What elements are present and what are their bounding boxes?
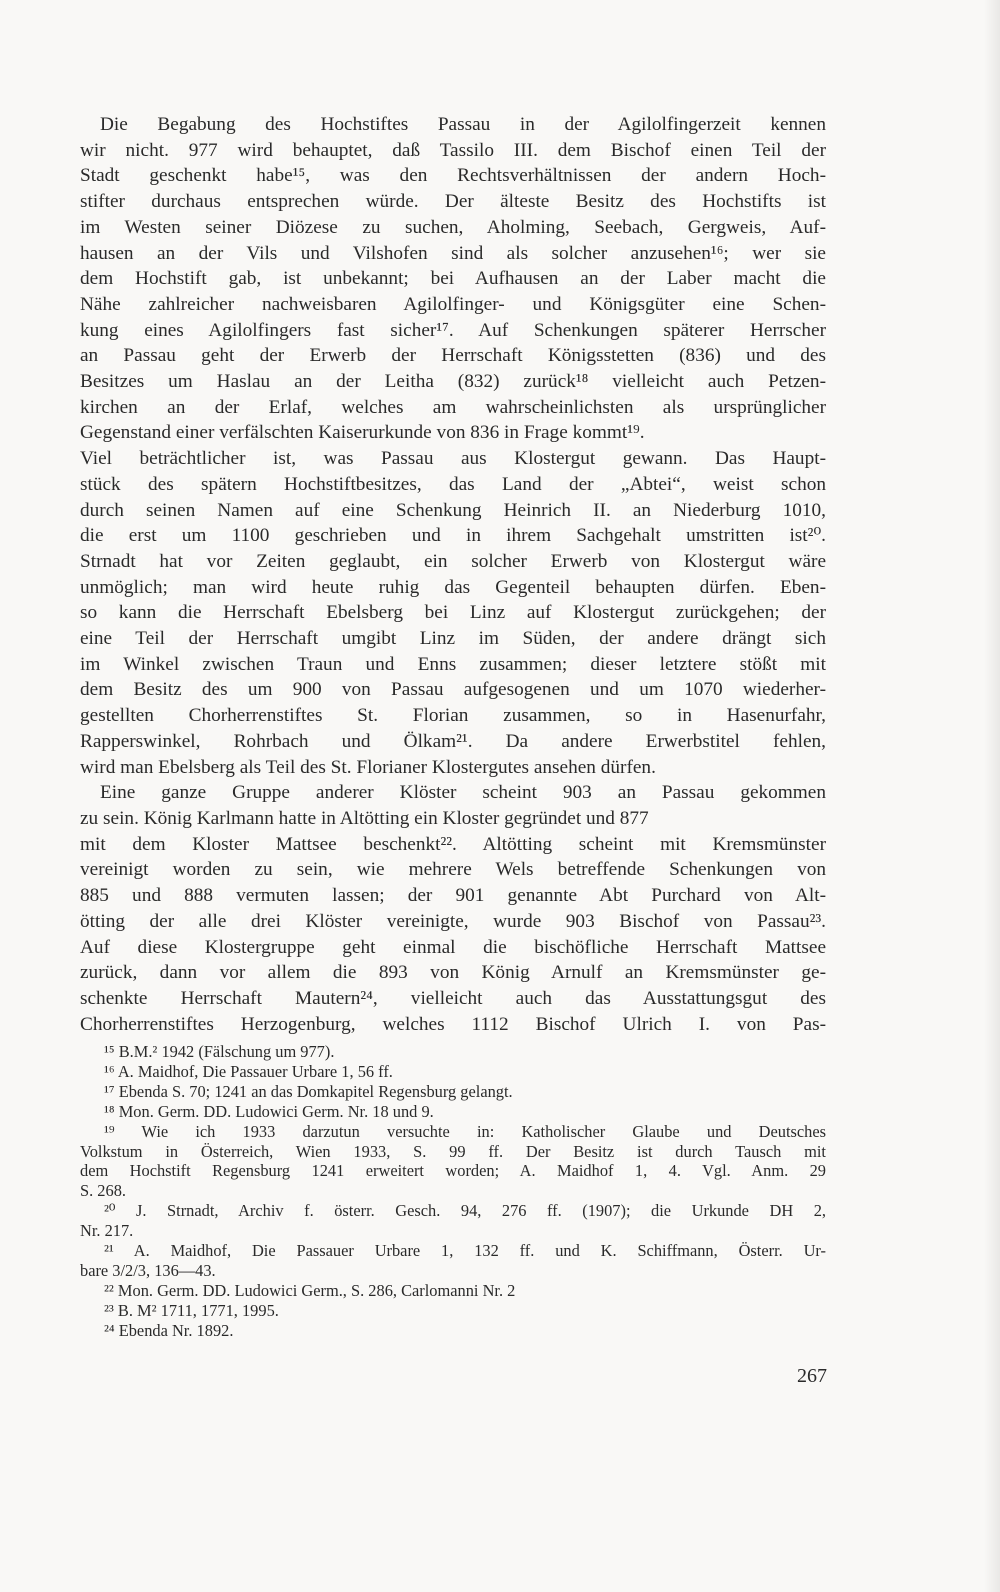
body-line: Besitzes um Haslau an der Leitha (832) zurück¹⁸ vielleicht auch Petzen- (80, 371, 826, 393)
body-line: eine Teil der Herrschaft umgibt Linz im Süden, der andere drängt sich (80, 628, 826, 650)
body-line: schenkte Herrschaft Mautern²⁴, vielleicht auch das Ausstattungsgut des (80, 987, 826, 1009)
body-line: zurück, dann vor allem die 893 von König Arnulf an Kremsmünster ge- (80, 962, 826, 984)
footnote-line: Volkstum in Österreich, Wien 1933, S. 99 ff. Der Besitz ist durch Tausch mit (80, 1141, 826, 1161)
footnote-line: ²⁰ J. Strnadt, Archiv f. österr. Gesch. 94, 276 ff. (1907); die Urkunde DH 2, (104, 1201, 826, 1221)
page-number: 267 (797, 1365, 827, 1387)
page-edge-shadow (984, 0, 1000, 1592)
body-line: im Westen seiner Diözese zu suchen, Aholming, Seebach, Gergweis, Auf- (80, 216, 826, 238)
footnote-line: ²² Mon. Germ. DD. Ludowici Germ., S. 286, Carlomanni Nr. 2 (104, 1280, 516, 1300)
footnote-line: ¹⁷ Ebenda S. 70; 1241 an das Domkapitel Regensburg gelangt. (104, 1081, 513, 1101)
body-line: stück des spätern Hochstiftbesitzes, das Land der „Abtei“, weist schon (80, 473, 826, 495)
body-line: die erst um 1100 geschrieben und in ihrem Sachgehalt umstritten ist²⁰. (80, 525, 826, 547)
footnote-line: ²¹ A. Maidhof, Die Passauer Urbare 1, 132 ff. und K. Schiffmann, Österr. Ur- (104, 1241, 826, 1261)
body-line: dem Hochstift gab, ist unbekannt; bei Aufhausen an der Laber macht die (80, 268, 826, 290)
footnote-line: dem Hochstift Regensburg 1241 erweitert worden; A. Maidhof 1, 4. Vgl. Anm. 29 (80, 1161, 826, 1181)
body-line: im Winkel zwischen Traun und Enns zusammen; dieser letztere stößt mit (80, 653, 826, 675)
body-line: gestellten Chorherrenstiftes St. Florian zusammen, so in Hasenurfahr, (80, 705, 826, 727)
body-line: Viel beträchtlicher ist, was Passau aus Klostergut gewann. Das Haupt- (80, 448, 826, 470)
body-line: ötting der alle drei Klöster vereinigte, wurde 903 Bischof von Passau²³. (80, 910, 826, 932)
body-line: Strnadt hat vor Zeiten geglaubt, ein solcher Erwerb von Klostergut wäre (80, 550, 826, 572)
footnote-line: S. 268. (80, 1181, 126, 1201)
body-line: Eine ganze Gruppe anderer Klöster scheint 903 an Passau gekommen (100, 782, 826, 804)
footnote-line: ²³ B. M² 1711, 1771, 1995. (104, 1300, 279, 1320)
footnote-line: ¹⁸ Mon. Germ. DD. Ludowici Germ. Nr. 18 und 9. (104, 1101, 434, 1121)
body-line: Stadt geschenkt habe¹⁵, was den Rechtsverhältnissen der andern Hoch- (80, 165, 826, 187)
body-line: wir nicht. 977 wird behauptet, daß Tassilo III. dem Bischof einen Teil der (80, 139, 826, 161)
body-line: Chorherrenstiftes Herzogenburg, welches 1112 Bischof Ulrich I. von Pas- (80, 1013, 826, 1035)
body-line: Rapperswinkel, Rohrbach und Ölkam²¹. Da andere Erwerbstitel fehlen, (80, 730, 826, 752)
body-line: durch seinen Namen auf eine Schenkung Heinrich II. an Niederburg 1010, (80, 499, 826, 521)
footnote-line: bare 3/2/3, 136—43. (80, 1260, 216, 1280)
body-line: wird man Ebelsberg als Teil des St. Florianer Klostergutes ansehen dürfen. (80, 756, 656, 778)
footnote-line: ²⁴ Ebenda Nr. 1892. (104, 1320, 234, 1340)
body-line: zu sein. König Karlmann hatte in Altötting ein Kloster gegründet und 877 (80, 807, 649, 829)
body-line: Gegenstand einer verfälschten Kaiserurkunde von 836 in Frage kommt¹⁹. (80, 422, 645, 444)
footnote-line: ¹⁶ A. Maidhof, Die Passauer Urbare 1, 56 ff. (104, 1061, 393, 1081)
footnote-line: ¹⁵ B.M.² 1942 (Fälschung um 977). (104, 1042, 335, 1061)
body-line: vereinigt worden zu sein, wie mehrere Wels betreffende Schenkungen von (80, 859, 826, 881)
body-line: unmöglich; man wird heute ruhig das Gegenteil behaupten dürfen. Eben- (80, 576, 826, 598)
body-line: 885 und 888 vermuten lassen; der 901 genannte Abt Purchard von Alt- (80, 885, 826, 907)
body-line: kung eines Agilolfingers fast sicher¹⁷. Auf Schenkungen späterer Herrscher (80, 319, 826, 341)
body-line: Nähe zahlreicher nachweisbaren Agilolfinger- und Königsgüter eine Schen- (80, 293, 826, 315)
footnote-line: ¹⁹ Wie ich 1933 darzutun versuchte in: Katholischer Glaube und Deutsches (104, 1121, 826, 1141)
body-line: so kann die Herrschaft Ebelsberg bei Linz auf Klostergut zurückgehen; der (80, 602, 826, 624)
body-line: Die Begabung des Hochstiftes Passau in der Agilolfingerzeit kennen (100, 114, 826, 135)
body-line: an Passau geht der Erwerb der Herrschaft Königsstetten (836) und des (80, 345, 826, 367)
body-line: hausen an der Vils und Vilshofen sind als solcher anzusehen¹⁶; wer sie (80, 242, 826, 264)
footnotes-block (80, 1042, 826, 1341)
body-line: stifter durchaus entsprechen würde. Der älteste Besitz des Hochstifts ist (80, 191, 826, 213)
body-line: kirchen an der Erlaf, welches am wahrscheinlichsten als ursprünglicher (80, 396, 826, 418)
body-line: Auf diese Klostergruppe geht einmal die bischöfliche Herrschaft Mattsee (80, 936, 826, 958)
body-line: mit dem Kloster Mattsee beschenkt²². Altötting scheint mit Kremsmünster (80, 833, 826, 855)
main-text-block (80, 112, 826, 1037)
body-line: dem Besitz des um 900 von Passau aufgesogenen und um 1070 wiederher- (80, 679, 826, 701)
footnote-line: Nr. 217. (80, 1221, 134, 1241)
